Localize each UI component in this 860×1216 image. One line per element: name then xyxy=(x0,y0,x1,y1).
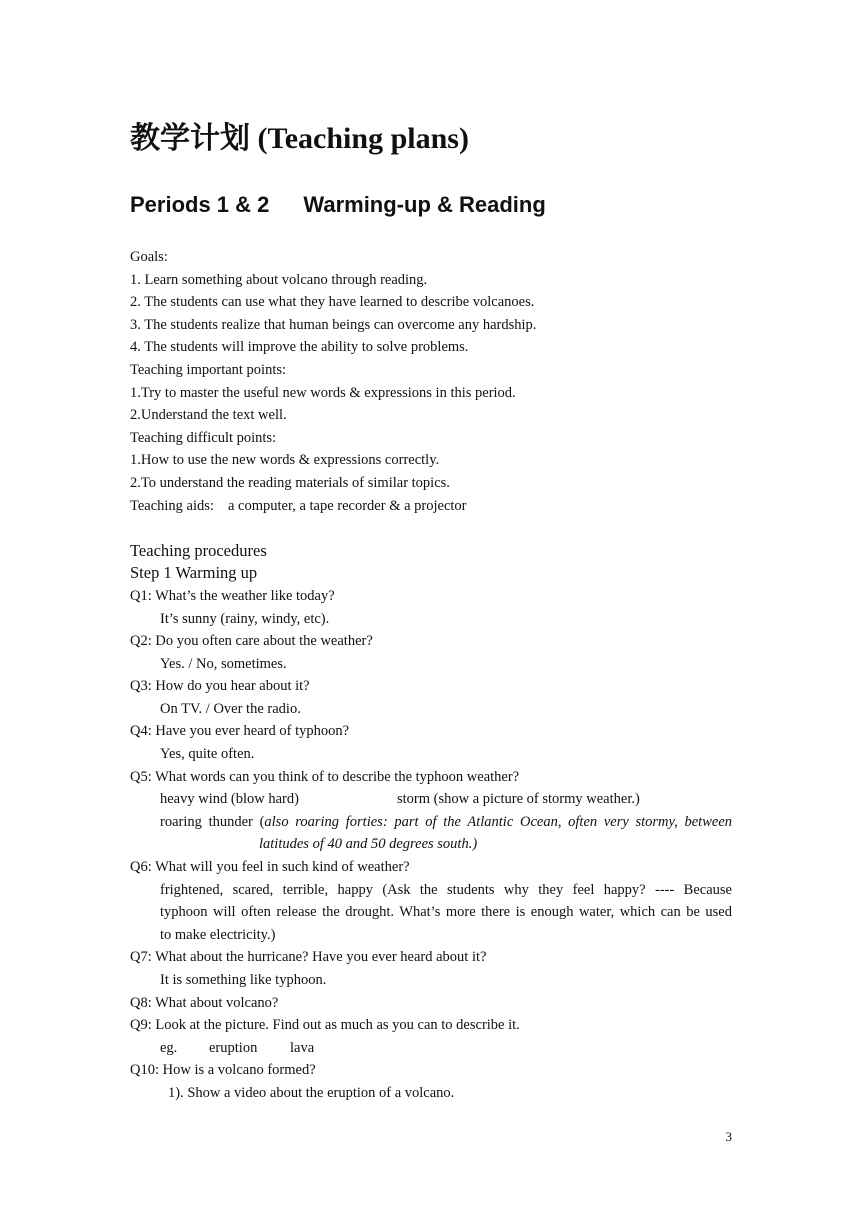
page-number: 3 xyxy=(725,1129,732,1144)
important-points-label: Teaching important points: xyxy=(130,361,287,378)
answer-q9: eg. eruption lava xyxy=(160,1039,315,1056)
question-q4: Q4: Have you ever heard of typhoon? xyxy=(130,723,350,740)
roaring-forties-note: also roaring forties: part of the Atlantic Ocean, often very stormy, between xyxy=(264,813,732,830)
goals-label: Goals: xyxy=(130,249,168,265)
important-point-item: 1.Try to master the useful new words & expressions in this period. xyxy=(130,384,516,401)
question-q5: Q5: What words can you think of to describe the typhoon weather? xyxy=(130,768,520,785)
question-q2: Q2: Do you often care about the weather? xyxy=(130,633,373,650)
answer-q6-line: typhoon will often release the drought. What’s more there is enough water, which can be used xyxy=(160,904,732,921)
answer-q3: On TV. / Over the radio. xyxy=(160,700,301,717)
answer-q5-roaring: roaring thunder (also roaring forties: part of the Atlantic Ocean, often very stormy, between xyxy=(160,813,732,830)
teaching-aids xyxy=(130,495,732,518)
question-q7: Q7: What about the hurricane? Have you ever heard about it? xyxy=(130,949,487,966)
teaching-aids-value: a computer, a tape recorder & a projector xyxy=(227,497,467,514)
answer-q5-note-continued: latitudes of 40 and 50 degrees south.) xyxy=(259,836,478,853)
heading-topic: Warming-up & Reading xyxy=(303,192,546,217)
question-q10: Q10: How is a volcano formed? xyxy=(130,1062,316,1079)
question-q8: Q8: What about volcano? xyxy=(130,994,279,1011)
answer-q5-words xyxy=(130,788,732,811)
teaching-aids-label: Teaching aids: xyxy=(130,497,214,514)
answer-q2: Yes. / No, sometimes. xyxy=(160,655,287,672)
page-title: 教学计划 (Teaching plans) xyxy=(130,122,469,155)
procedures-label: Teaching procedures xyxy=(130,540,267,560)
heading-periods: Periods 1 & 2 xyxy=(130,192,270,217)
important-point-item: 2.Understand the text well. xyxy=(130,407,287,424)
step1-label: Step 1 Warming up xyxy=(130,563,258,583)
section-heading xyxy=(130,192,546,218)
answer-q6-line: frightened, scared, terrible, happy (Ask the students why they feel happy? ---- Because xyxy=(160,881,732,898)
question-q6: Q6: What will you feel in such kind of weather? xyxy=(130,859,410,876)
answer-q5-storm: storm (show a picture of stormy weather.) xyxy=(397,791,640,808)
difficult-point-item: 2.To understand the reading materials of similar topics. xyxy=(130,474,450,491)
question-q9: Q9: Look at the picture. Find out as much as you can to describe it. xyxy=(130,1017,520,1034)
difficult-points-label: Teaching difficult points: xyxy=(130,429,277,446)
answer-q1: It’s sunny (rainy, windy, etc). xyxy=(160,610,330,627)
answer-q10: 1). Show a video about the eruption of a volcano. xyxy=(168,1084,455,1101)
goal-item: 3. The students realize that human beings can overcome any hardship. xyxy=(130,316,537,333)
question-q1: Q1: What’s the weather like today? xyxy=(130,587,335,604)
goal-item: 1. Learn something about volcano through reading. xyxy=(130,271,428,288)
answer-q6-line: to make electricity.) xyxy=(160,926,276,943)
difficult-point-item: 1.How to use the new words & expressions correctly. xyxy=(130,452,440,469)
answer-q5-heavy-wind: heavy wind (blow hard) xyxy=(160,791,299,808)
question-q3: Q3: How do you hear about it? xyxy=(130,678,310,695)
goal-item: 2. The students can use what they have learned to describe volcanoes. xyxy=(130,294,535,311)
lesson-body xyxy=(130,246,732,1105)
goal-item: 4. The students will improve the ability to solve problems. xyxy=(130,339,469,356)
answer-q4: Yes, quite often. xyxy=(160,746,255,763)
answer-q7: It is something like typhoon. xyxy=(160,972,327,988)
